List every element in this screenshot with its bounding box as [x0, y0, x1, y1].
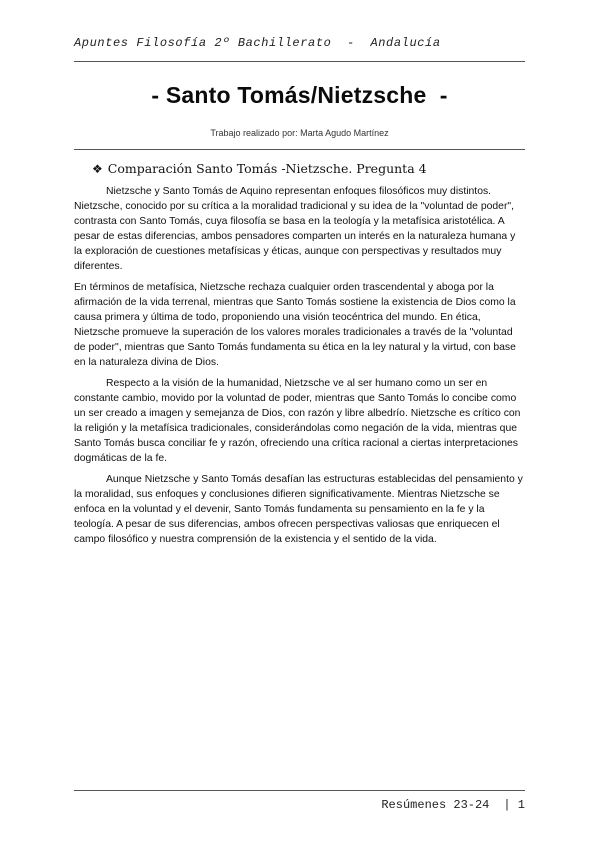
section-heading-text: Comparación Santo Tomás -Nietzsche. Pregunta 4: [107, 161, 427, 176]
paragraph-2: En términos de metafísica, Nietzsche rechaza cualquier orden trascendental y aboga por la afirmación de la vida terrenal, mientras que Santo Tomás sostiene la existencia de Dios como la causa primera y última de todo, proponiendo una visión teocéntrica del mundo. En ética, Nietzsche promueve la superación de los valores morales tradicionales a través de la "voluntad de poder", mientras que Santo Tomás fundamenta su ética en la ley natural y la virtud, con base en la naturaleza divina de Dios.: [74, 282, 516, 368]
footer-label: Resúmenes 23-24: [381, 798, 490, 812]
paragraph-4: Aunque Nietzsche y Santo Tomás desafían las estructuras establecidas del pensamiento y la moralidad, sus enfoques y conclusiones difieren significativamente. Mientras Nietzsche se enfoca en la voluntad y el devenir, Santo Tomás fundamenta su pensamiento en la fe y la teología. A pesar de sus diferencias, ambos ofrecen perspectivas valiosas que enriquecen el campo filosófico y nuestra comprensión de la existencia y el sentido de la vida.: [74, 474, 523, 545]
footer-divider: [74, 790, 525, 791]
diamond-bullet-icon: ❖: [92, 161, 103, 176]
paragraph-3: Respecto a la visión de la humanidad, Nietzsche ve al ser humano como un ser en constante cambio, movido por la voluntad de poder, mientras que Santo Tomás lo concibe como un ser creado a imagen y semejanza de Dios, con razón y libre albedrío. Nietzsche es crítico con la religión y la metafísica tradicionales, considerándolas como negación de la vida, mientras que Santo Tomás busca conciliar fe y razón, ofreciendo una crítica racional a ciertas interpretaciones dogmáticas de la fe.: [74, 378, 521, 464]
header-divider: [74, 61, 525, 62]
page-footer: [381, 798, 525, 812]
body-text: [74, 184, 525, 553]
section-heading: [92, 161, 427, 176]
author-line: Trabajo realizado por: Marta Agudo Martínez: [210, 128, 389, 138]
running-header: Apuntes Filosofía 2º Bachillerato - Andalucía: [74, 36, 441, 50]
title-divider: [74, 149, 525, 150]
page-title: - Santo Tomás/Nietzsche -: [151, 82, 448, 108]
page-number: | 1: [503, 798, 525, 812]
paragraph-1: Nietzsche y Santo Tomás de Aquino representan enfoques filosóficos muy distintos. Nietzsche, conocido por su crítica a la moralidad tradicional y su idea de la "voluntad de poder", contrasta con Santo Tomás, cuya filosofía se basa en la teología y la metafísica aristotélica. A pesar de estas diferencias, ambos pensadores comparten un interés en la naturaleza humana y la exploración de cuestiones metafísicas y éticas, aunque con perspectivas y resultados muy diferentes.: [74, 186, 516, 272]
